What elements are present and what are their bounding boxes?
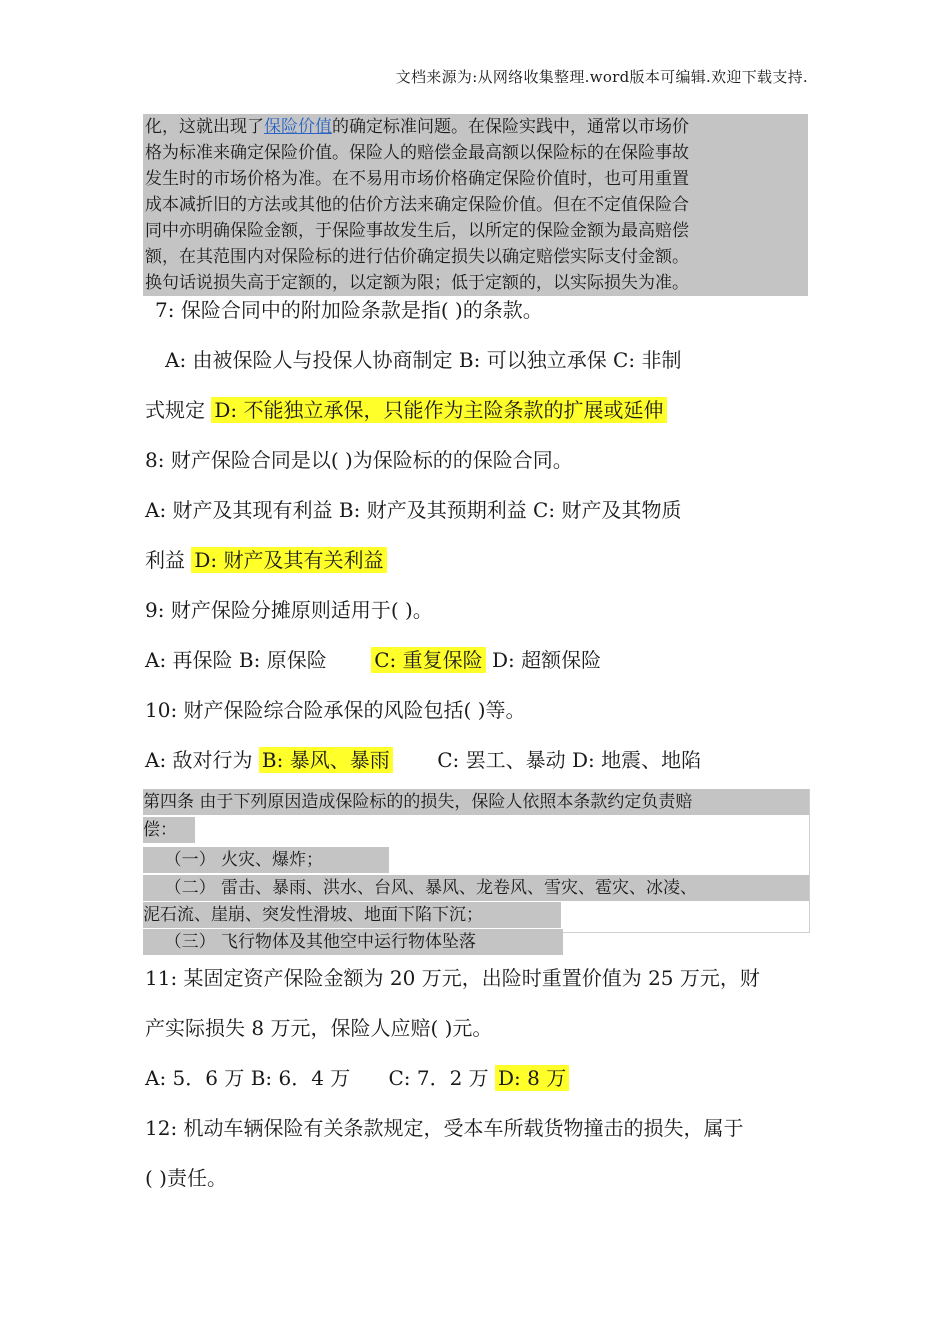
q11-stem-line1: 11: 某固定资产保险金额为 20 万元，出险时重置价值为 25 万元，财 [145,966,760,990]
article-4-block [143,789,810,952]
q8-stem: 8: 财产保险合同是以( )为保险标的的保险合同。 [145,448,573,472]
q9-options: A: 再保险 B: 原保险 C: 重复保险 D: 超额保险 [145,648,602,672]
intro-line-4: 成本减折旧的方法或其他的估价方法来确定保险价值。但在不定值保险合 [145,195,689,215]
intro-line-5: 同中亦明确保险金额，于保险事故发生后，以所定的保险金额为最高赔偿 [145,221,689,241]
q11-options: A: 5．6 万 B: 6．4 万 C: 7．2 万 D: 8 万 [145,1064,569,1092]
q9-answer-highlight: C: 重复保险 [371,647,485,673]
q11-answer-highlight: D: 8 万 [495,1065,569,1091]
insurance-value-link[interactable]: 保险价值 [264,117,332,137]
article-4-item2-cont: 泥石流、崖崩、突发性滑坡、地面下陷下沉； [143,902,561,928]
article-4-item2: （二） 雷击、暴雨、洪水、台风、暴风、龙卷风、雪灾、雹灾、冰凌、 [143,875,809,901]
q7-stem: 7: 保险合同中的附加险条款是指( )的条款。 [155,298,543,322]
q7-options-line2: 式规定 D: 不能独立承保，只能作为主险条款的扩展或延伸 [145,396,667,424]
article-4-line1: 第四条 由于下列原因造成保险标的的损失，保险人依照本条款约定负责赔 [143,789,809,815]
q8-options-line1: A: 财产及其现有利益 B: 财产及其预期利益 C: 财产及其物质 [145,498,682,522]
intro-paragraph [143,114,808,296]
q7-answer-highlight: D: 不能独立承保，只能作为主险条款的扩展或延伸 [211,397,666,423]
article-4-item1: （一） 火灾、爆炸； [143,847,389,873]
q7-options-line1: A: 由被保险人与投保人协商制定 B: 可以独立承保 C: 非制 [165,348,682,372]
q12-stem-line2: ( )责任。 [145,1166,227,1190]
intro-line-1: 化，这就出现了保险价值的确定标准问题。在保险实践中，通常以市场价 [145,117,689,137]
q10-options: A: 敌对行为 B: 暴风、暴雨 C: 罢工、暴动 D: 地震、地陷 [145,748,702,772]
q12-stem-line1: 12: 机动车辆保险有关条款规定，受本车所载货物撞击的损失，属于 [145,1116,744,1140]
q10-stem: 10: 财产保险综合险承保的风险包括( )等。 [145,698,526,722]
intro-line-2: 格为标准来确定保险价值。保险人的赔偿金最高额以保险标的在保险事故 [145,143,689,163]
q8-answer-highlight: D: 财产及其有关利益 [191,547,386,573]
q8-options-line2: 利益 D: 财产及其有关利益 [145,546,387,574]
q11-stem-line2: 产实际损失 8 万元，保险人应赔( )元。 [145,1016,493,1040]
q10-answer-highlight: B: 暴风、暴雨 [259,747,393,773]
intro-line-6: 额，在其范围内对保险标的进行估价确定损失以确定赔偿实际支付金额。 [145,247,689,267]
article-4-item3: （三） 飞行物体及其他空中运行物体坠落 [143,929,563,955]
intro-line-3: 发生时的市场价格为准。在不易用市场价格确定保险价值时，也可用重置 [145,169,689,189]
intro-line-7: 换句话说损失高于定额的，以定额为限；低于定额的，以实际损失为准。 [145,273,689,293]
q9-stem: 9: 财产保险分摊原则适用于( )。 [145,598,433,622]
page-header-source-note: 文档来源为:从网络收集整理.word版本可编辑.欢迎下载支持. [395,68,808,86]
article-4-line2: 偿： [143,817,195,843]
